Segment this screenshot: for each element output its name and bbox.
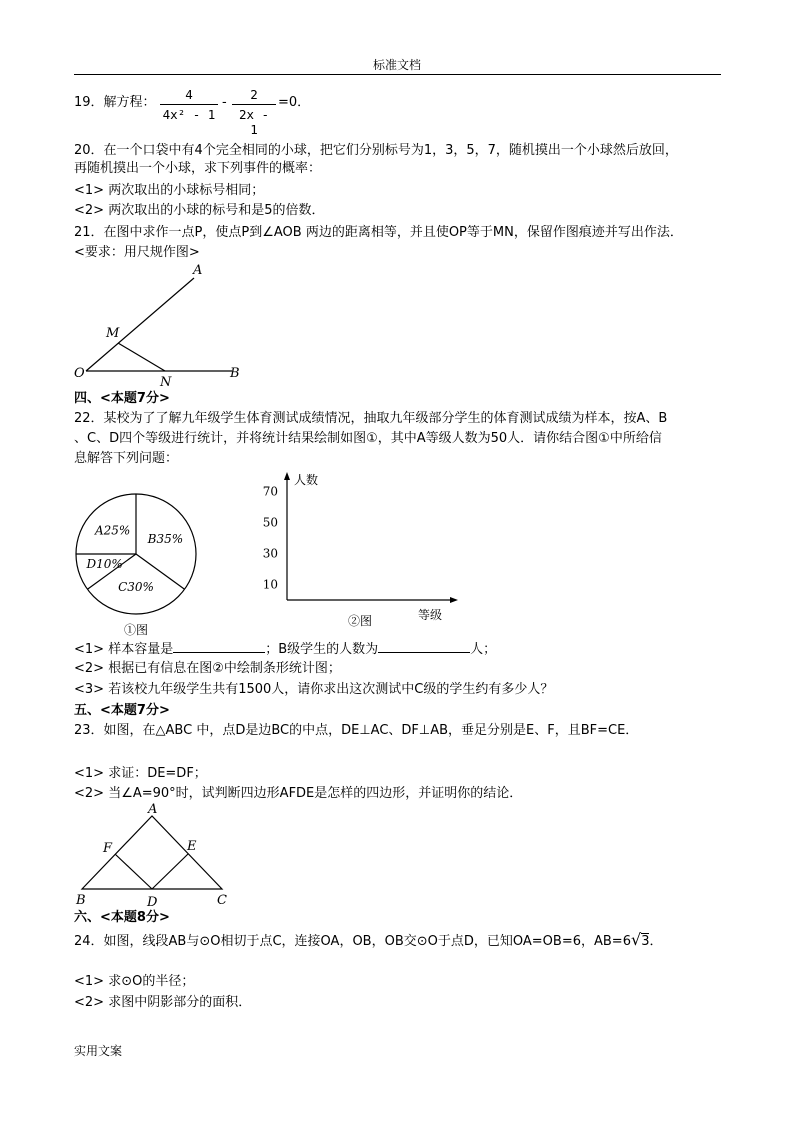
point-label-D: D: [147, 895, 158, 908]
q22-line1: 22．某校为了了解九年级学生体育测试成绩情况，抽取九年级部分学生的体育测试成绩为样本，按A、B: [74, 411, 668, 426]
q19-prefix: 19．解方程：: [74, 95, 156, 110]
q19-suffix: =0．: [278, 95, 311, 110]
q19-fraction-1: [160, 87, 218, 122]
q23-sub2: <2> 当∠A=90°时，试判断四边形AFDE是怎样的四边形，并证明你的结论．: [74, 786, 523, 801]
point-label-M: M: [106, 326, 120, 341]
q22-sub1-part-c: 人；: [470, 642, 497, 657]
answer-blank-b-count[interactable]: [378, 640, 470, 653]
point-label-N: N: [160, 375, 172, 390]
y-tick-label-70: 70: [262, 484, 278, 499]
q24-end: ．: [649, 934, 663, 949]
section-5-title: 五、<本题7分>: [74, 703, 170, 718]
q22-sub1-part-a: <1> 样本容量是: [74, 642, 174, 657]
bar-chart-caption: ②图: [347, 614, 373, 628]
q24-sqrt-radicand: 3: [641, 934, 650, 949]
q19-minus: -: [222, 95, 227, 110]
q21-angle-figure: [70, 260, 250, 390]
y-axis-label: 人数: [294, 473, 319, 487]
q24-line1: [74, 932, 662, 950]
q22-sub3: <3> 若该校九年级学生共有1500人，请你求出这次测试中C级的学生约有多少人？: [74, 682, 554, 697]
y-tick-label-50: 50: [262, 515, 278, 530]
page-footer: 实用文案: [74, 1044, 123, 1058]
ray-OA: [86, 278, 194, 371]
sqrt-icon: √: [630, 930, 642, 949]
q22-line2: 、C、D四个等级进行统计，并将统计结果绘制如图①，其中A等级人数为50人．请你结合图①中所给信: [74, 431, 662, 446]
point-label-B: B: [230, 366, 240, 381]
y-tick-label-30: 30: [262, 546, 278, 561]
x-axis-arrow-icon: [450, 597, 458, 603]
point-label-A: A: [148, 802, 158, 817]
point-label-E: E: [187, 839, 197, 854]
q19-frac2-numerator: 2: [250, 87, 258, 102]
y-axis-arrow-icon: [284, 472, 290, 480]
y-ticks: [263, 485, 278, 592]
pie-chart-caption: ①图: [123, 623, 149, 637]
q21-line2: <要求：用尺规作图>: [74, 245, 200, 260]
q22-sub1-part-b: ；B级学生的人数为: [265, 642, 379, 657]
point-label-A: A: [193, 263, 203, 278]
q21-line1: 21．在图中求作一点P，使点P到∠AOB 两边的距离相等，并且使OP等于MN，保留作图痕迹并写出作法．: [74, 225, 683, 240]
point-label-F: F: [103, 841, 113, 856]
q22-sub1: [74, 640, 496, 658]
section-6-title: 六、<本题8分>: [74, 910, 170, 925]
answer-blank-sample-size[interactable]: [173, 640, 265, 653]
pie-chart-figure-1: [70, 482, 210, 638]
q19-fraction-2: [232, 87, 276, 137]
pie-slices: [76, 494, 196, 614]
q19-frac1-denominator: 4x² - 1: [162, 107, 216, 122]
q19-frac1-numerator: 4: [185, 87, 193, 102]
q20-sub1: <1> 两次取出的小球标号相同；: [74, 183, 265, 198]
x-axis-label: 等级: [418, 608, 443, 622]
pie-labels: [85, 524, 183, 594]
pie-slice-label-C: C30%: [118, 580, 154, 594]
fraction-bar: [232, 104, 276, 105]
pie-slice-label-B: B35%: [147, 532, 184, 547]
q19-frac2-denominator: 2x - 1: [238, 107, 270, 137]
q20-sub2: <2> 两次取出的小球的标号和是5的倍数．: [74, 203, 325, 218]
bar-chart-figure-2: [250, 466, 480, 628]
header-rule: [74, 74, 721, 75]
pie-slice-label-D: D10%: [86, 557, 123, 572]
q20-line2: 再随机摸出一个小球，求下列事件的概率：: [74, 161, 322, 176]
y-tick-label-10: 10: [262, 577, 278, 592]
q23-triangle-figure: [70, 802, 240, 908]
segment-DE: [152, 854, 188, 889]
q24-text: 24．如图，线段AB与⊙O相切于点C，连接OA，OB，OB交⊙O于点D，已知OA=OB=6，AB=6: [74, 934, 631, 949]
point-label-B: B: [76, 893, 86, 908]
fraction-bar: [160, 104, 218, 105]
q22-line3: 息解答下列问题：: [74, 451, 179, 466]
q20-line1: 20．在一个口袋中有4个完全相同的小球，把它们分别标号为1，3，5，7，随机摸出一个小球然后放回，: [74, 143, 678, 158]
q24-sub1: <1> 求⊙O的半径；: [74, 974, 195, 989]
q23-line1: 23．如图，在△ABC 中，点D是边BC的中点，DE⊥AC、DF⊥AB，垂足分别是E、F，且BF=CE．: [74, 723, 639, 738]
point-label-C: C: [217, 893, 227, 908]
segment-DF: [115, 854, 152, 889]
page-header: 标准文档: [372, 58, 421, 72]
section-4-title: 四、<本题7分>: [74, 391, 170, 406]
segment-MN: [118, 343, 165, 371]
pie-slice-label-A: A25%: [94, 523, 131, 538]
q23-sub1: <1> 求证：DE=DF；: [74, 766, 207, 781]
q22-sub2: <2> 根据已有信息在图②中绘制条形统计图；: [74, 661, 341, 676]
point-label-O: O: [74, 366, 85, 381]
q24-sub2: <2> 求图中阴影部分的面积．: [74, 995, 252, 1010]
